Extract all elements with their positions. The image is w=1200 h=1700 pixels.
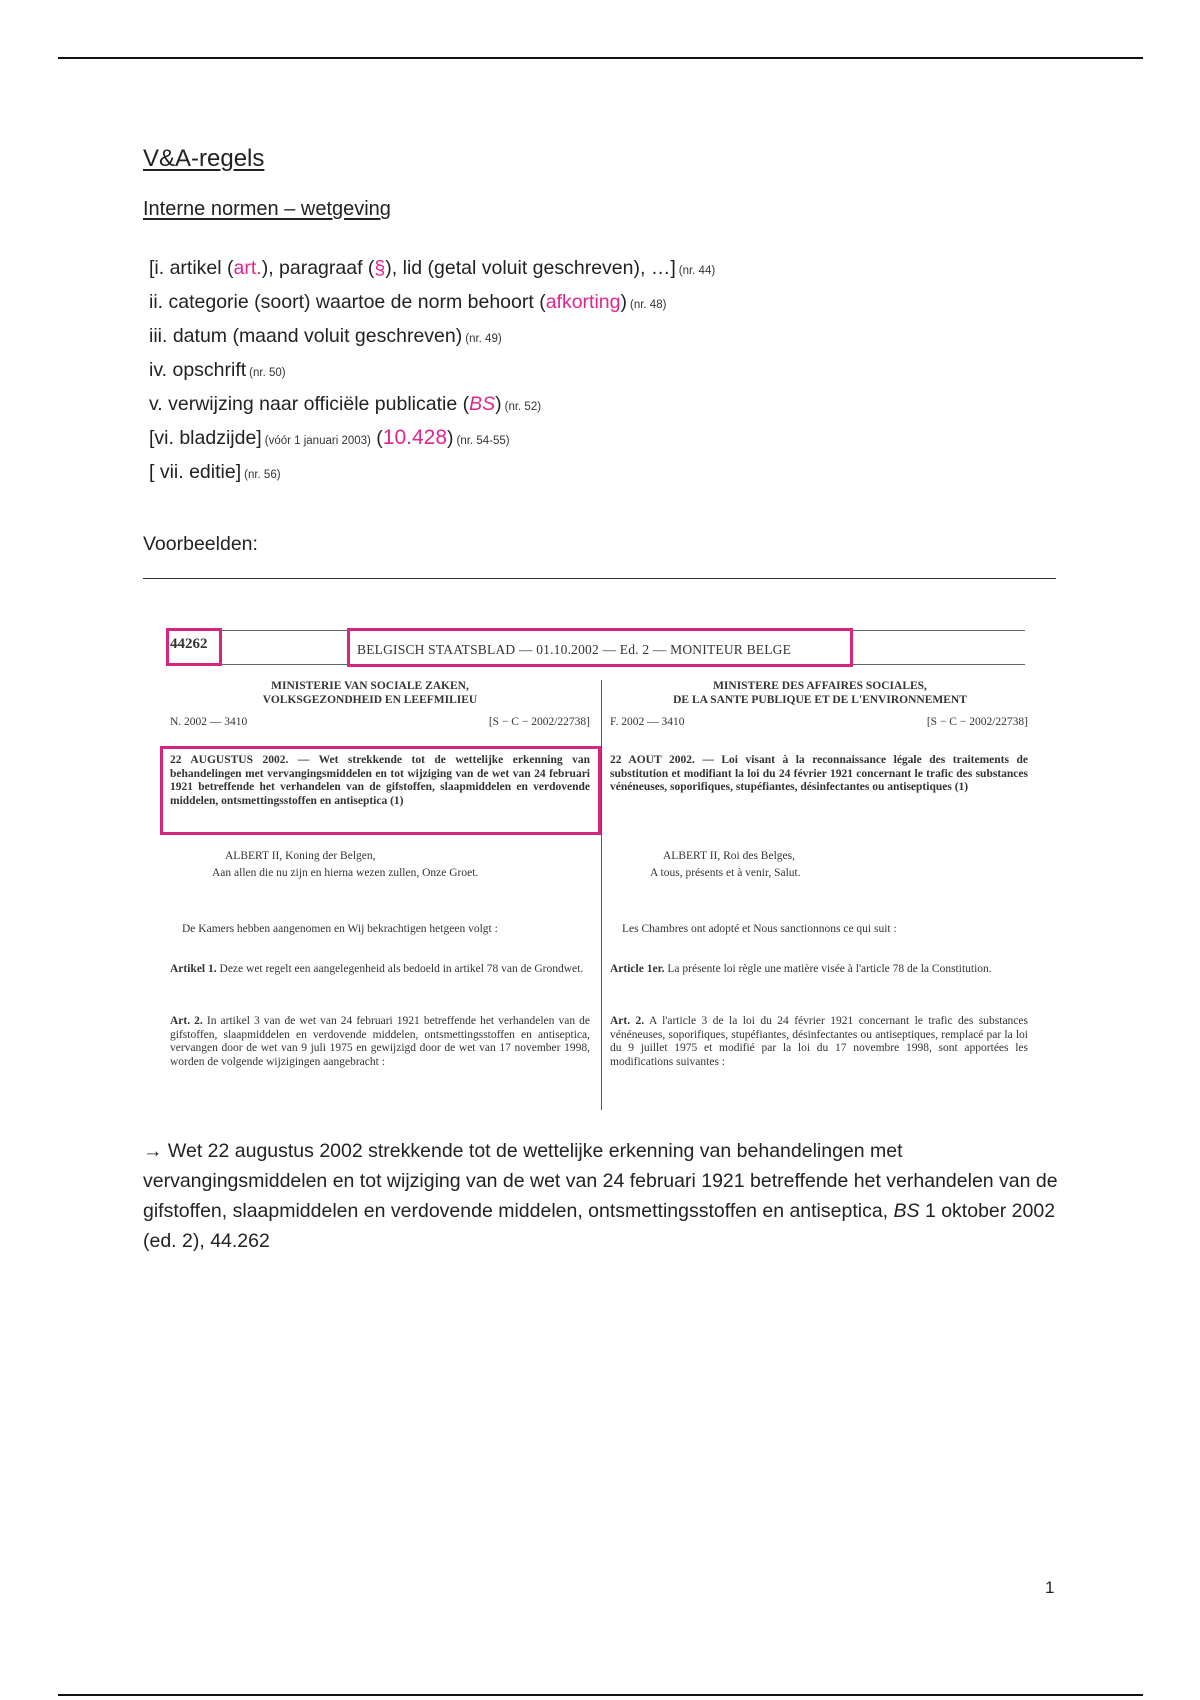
chambers-nl: De Kamers hebben aangenomen en Wij bekrachtigen hetgeen volgt :	[182, 923, 498, 935]
examples-divider	[143, 578, 1056, 579]
publication-reference-fr: F. 2002 — 3410 [S − C − 2002/22738]	[610, 716, 1028, 728]
reference-note: (vóór 1 januari 2003)	[264, 435, 371, 447]
ministry-name-fr: MINISTERE DES AFFAIRES SOCIALES, DE LA SANTE PUBLIQUE ET DE L'ENVIRONNEMENT	[673, 680, 967, 706]
reference-note: (nr. 44)	[678, 265, 716, 277]
citation-result: → Wet 22 augustus 2002 strekkende tot de wettelijke erkenning van behandelingen met vervangingsmiddelen en tot wijziging van de wet van 24 februari 1921 betreffende het verhandelen van de gifstoffen, slaapmiddelen en verdovende middelen, ontsmettingsstoffen en antiseptica, BS 1 oktober 2002 (ed. 2), 44.262	[143, 1140, 1058, 1252]
page-number: 1	[1045, 1578, 1055, 1597]
list-item: iv. opschrift (nr. 50)	[149, 359, 286, 381]
reference-note: (nr. 49)	[465, 333, 502, 345]
article-1-fr: Article 1er. La présente loi règle une matière visée à l'article 78 de la Constitution.	[610, 963, 992, 975]
staatsblad-excerpt	[160, 618, 1050, 1110]
list-item: [ vii. editie] (nr. 56)	[149, 461, 281, 483]
king-line-nl: ALBERT II, Koning der Belgen,	[225, 850, 376, 862]
list-item: [vi. bladzijde] (vóór 1 januari 2003) (10.428) (nr. 54-55)	[149, 426, 510, 449]
highlight-term: BS	[469, 393, 496, 415]
reference-note: (nr. 54-55)	[456, 435, 510, 447]
article-1-nl: Artikel 1. Deze wet regelt een aangelegenheid als bedoeld in artikel 78 van de Grondwet.	[170, 963, 584, 975]
ministry-name-nl: MINISTERIE VAN SOCIALE ZAKEN, VOLKSGEZONDHEID EN LEEFMILIEU	[262, 680, 478, 706]
list-item: v. verwijzing naar officiële publicatie (BS) (nr. 52)	[149, 393, 542, 415]
bottom-rule	[58, 1694, 1143, 1696]
reference-note: (nr. 56)	[244, 469, 281, 481]
law-title-nl: 22 AUGUSTUS 2002. — Wet strekkende tot de wettelijke erkenning van behandelingen met vervangingsmiddelen en tot wijziging van de wet van 24 februari 1921 betreffende het verhandelen van de gifstoffen, slaapmiddelen en verdovende middelen, ontsmettingsstoffen en antiseptica (1)	[170, 754, 590, 807]
greeting-nl: Aan allen die nu zijn en hierna wezen zullen, Onze Groet.	[212, 867, 479, 879]
reference-note: (nr. 50)	[249, 367, 286, 379]
publication-reference-nl: N. 2002 — 3410 [S − C − 2002/22738]	[170, 716, 590, 728]
reference-note: (nr. 52)	[504, 401, 542, 413]
chambers-fr: Les Chambres ont adopté et Nous sanctionnons ce qui suit :	[622, 923, 897, 935]
highlight-term: 10.428	[382, 426, 448, 449]
highlight-term: §	[374, 257, 386, 279]
top-rule	[58, 57, 1143, 59]
column-divider	[601, 680, 602, 1110]
page-title: V&A-regels	[143, 145, 265, 172]
greeting-fr: A tous, présents et à venir, Salut.	[650, 867, 801, 879]
section-subtitle: Interne normen – wetgeving	[143, 198, 391, 220]
list-item: ii. categorie (soort) waartoe de norm behoort (afkorting) (nr. 48)	[149, 291, 667, 313]
examples-label: Voorbeelden:	[143, 533, 258, 555]
gazette-header-title: BELGISCH STAATSBLAD — 01.10.2002 — Ed. 2 — MONITEUR BELGE	[357, 642, 792, 657]
highlight-term: afkorting	[545, 291, 621, 313]
highlight-term: art.	[233, 257, 262, 279]
reference-note: (nr. 48)	[629, 299, 667, 311]
law-title-fr: 22 AOUT 2002. — Loi visant à la reconnaissance légale des traitements de substitution et modifiant la loi du 24 février 1921 concernant le trafic des substances vénéneuses, soporifiques, stupéfiantes, désinfectantes ou antiseptiques (1)	[610, 754, 1028, 793]
king-line-fr: ALBERT II, Roi des Belges,	[663, 850, 795, 862]
arrow-icon: →	[143, 1140, 163, 1162]
gazette-page-number: 44262	[170, 636, 208, 652]
list-item: [i. artikel (art.), paragraaf (§), lid (getal voluit geschreven), …] (nr. 44)	[149, 257, 716, 279]
article-2-fr: Art. 2. A l'article 3 de la loi du 24 février 1921 concernant le trafic des substances vénéneuses, soporifiques, stupéfiantes, désinfectantes ou antiseptiques, remplacé par la loi du 9 juillet 1975 et modifié par la loi du 17 novembre 1998, sont apportées les modifications suivantes :	[610, 1015, 1028, 1068]
citation-elements-list	[149, 251, 715, 489]
article-2-nl: Art. 2. In artikel 3 van de wet van 24 februari 1921 betreffende het verhandelen van de gifstoffen, slaapmiddelen en verdovende middelen, ontsmettingsstoffen en antiseptica, vervangen door de wet van 9 juli 1975 en gewijzigd door de wet van 17 november 1998, worden de volgende wijzigingen aangebracht :	[170, 1015, 590, 1068]
list-item: iii. datum (maand voluit geschreven) (nr. 49)	[149, 325, 502, 347]
